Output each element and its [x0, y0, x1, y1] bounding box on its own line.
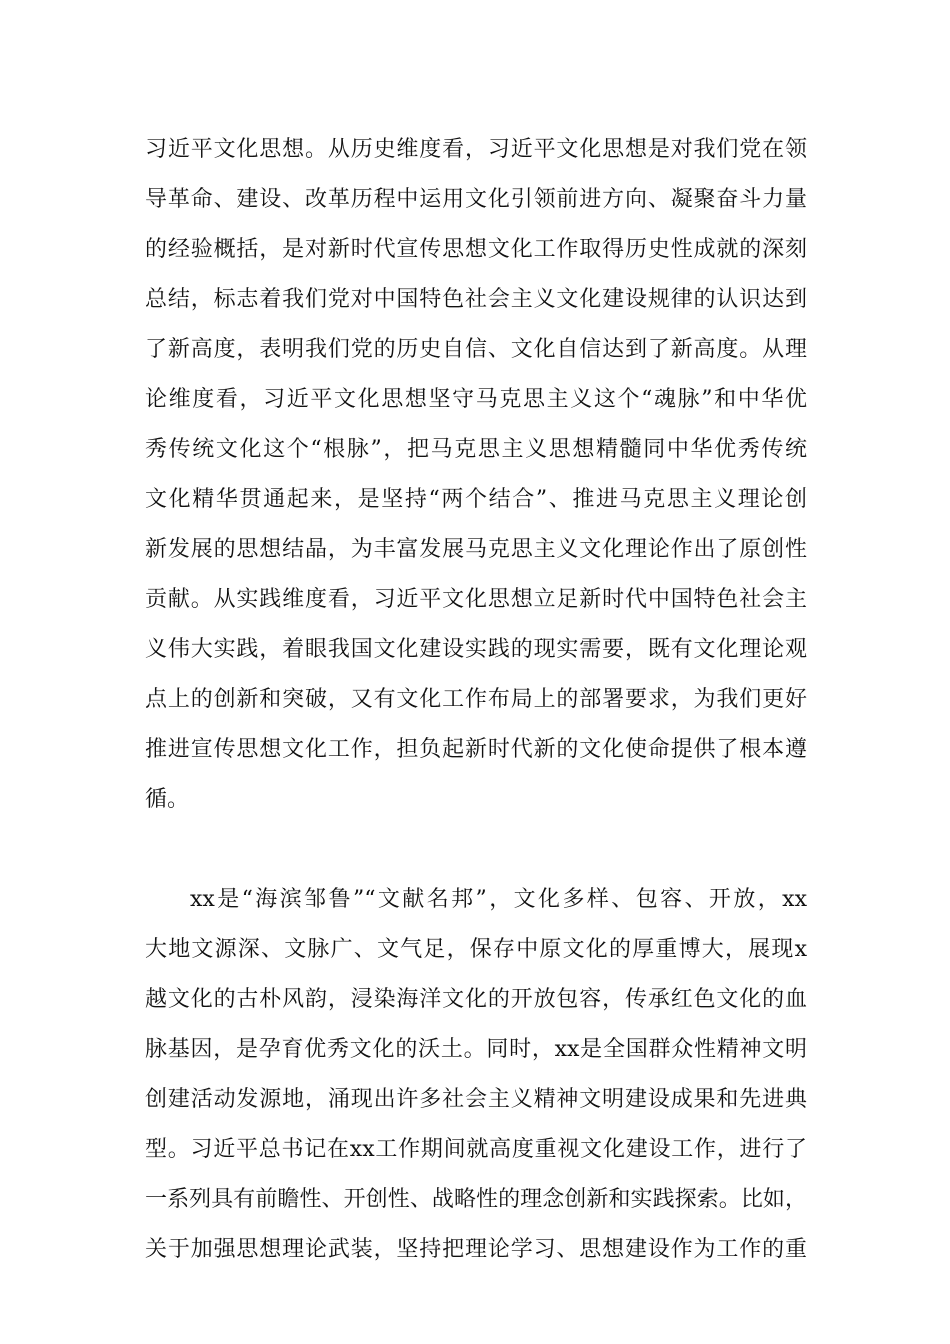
text-line: 新发展的思想结晶，为丰富发展马克思主义文化理论作出了原创性 — [145, 537, 807, 562]
text-line: 论维度看，习近平文化思想坚守马克思主义这个“魂脉”和中华优 — [145, 387, 807, 412]
text-line: 导革命、建设、改革历程中运用文化引领前进方向、凝聚奋斗力量 — [145, 187, 807, 212]
text-line: 循。 — [145, 787, 190, 812]
text-line: 义伟大实践，着眼我国文化建设实践的现实需要，既有文化理论观 — [145, 637, 807, 662]
text-line: 大地文源深、文脉广、文气足，保存中原文化的厚重博大，展现x — [145, 937, 807, 962]
text-line: 点上的创新和突破，又有文化工作布局上的部署要求，为我们更好 — [145, 687, 807, 712]
text-line: 一系列具有前瞻性、开创性、战略性的理念创新和实践探索。比如， — [145, 1187, 807, 1212]
text-line: 越文化的古朴风韵，浸染海洋文化的开放包容，传承红色文化的血 — [145, 987, 807, 1012]
text-line: 的经验概括，是对新时代宣传思想文化工作取得历史性成就的深刻 — [145, 237, 807, 262]
text-line: 了新高度，表明我们党的历史自信、文化自信达到了新高度。从理 — [145, 337, 807, 362]
text-line: 秀传统文化这个“根脉”，把马克思主义思想精髓同中华优秀传统 — [145, 437, 807, 462]
text-line: xx是“海滨邹鲁”“文献名邦”，文化多样、包容、开放，xx — [190, 887, 807, 912]
text-line: 贡献。从实践维度看，习近平文化思想立足新时代中国特色社会主 — [145, 587, 807, 612]
text-line: 脉基因，是孕育优秀文化的沃土。同时，xx是全国群众性精神文明 — [145, 1037, 807, 1062]
text-line: 文化精华贯通起来，是坚持“两个结合”、推进马克思主义理论创 — [145, 487, 807, 512]
text-line: 习近平文化思想。从历史维度看，习近平文化思想是对我们党在领 — [145, 137, 807, 162]
text-line: 型。习近平总书记在xx工作期间就高度重视文化建设工作，进行了 — [145, 1137, 807, 1162]
text-line: 创建活动发源地，涌现出许多社会主义精神文明建设成果和先进典 — [145, 1087, 807, 1112]
text-line: 推进宣传思想文化工作，担负起新时代新的文化使命提供了根本遵 — [145, 737, 807, 762]
text-line: 关于加强思想理论武装，坚持把理论学习、思想建设作为工作的重 — [145, 1237, 807, 1262]
text-line: 总结，标志着我们党对中国特色社会主义文化建设规律的认识达到 — [145, 287, 807, 312]
